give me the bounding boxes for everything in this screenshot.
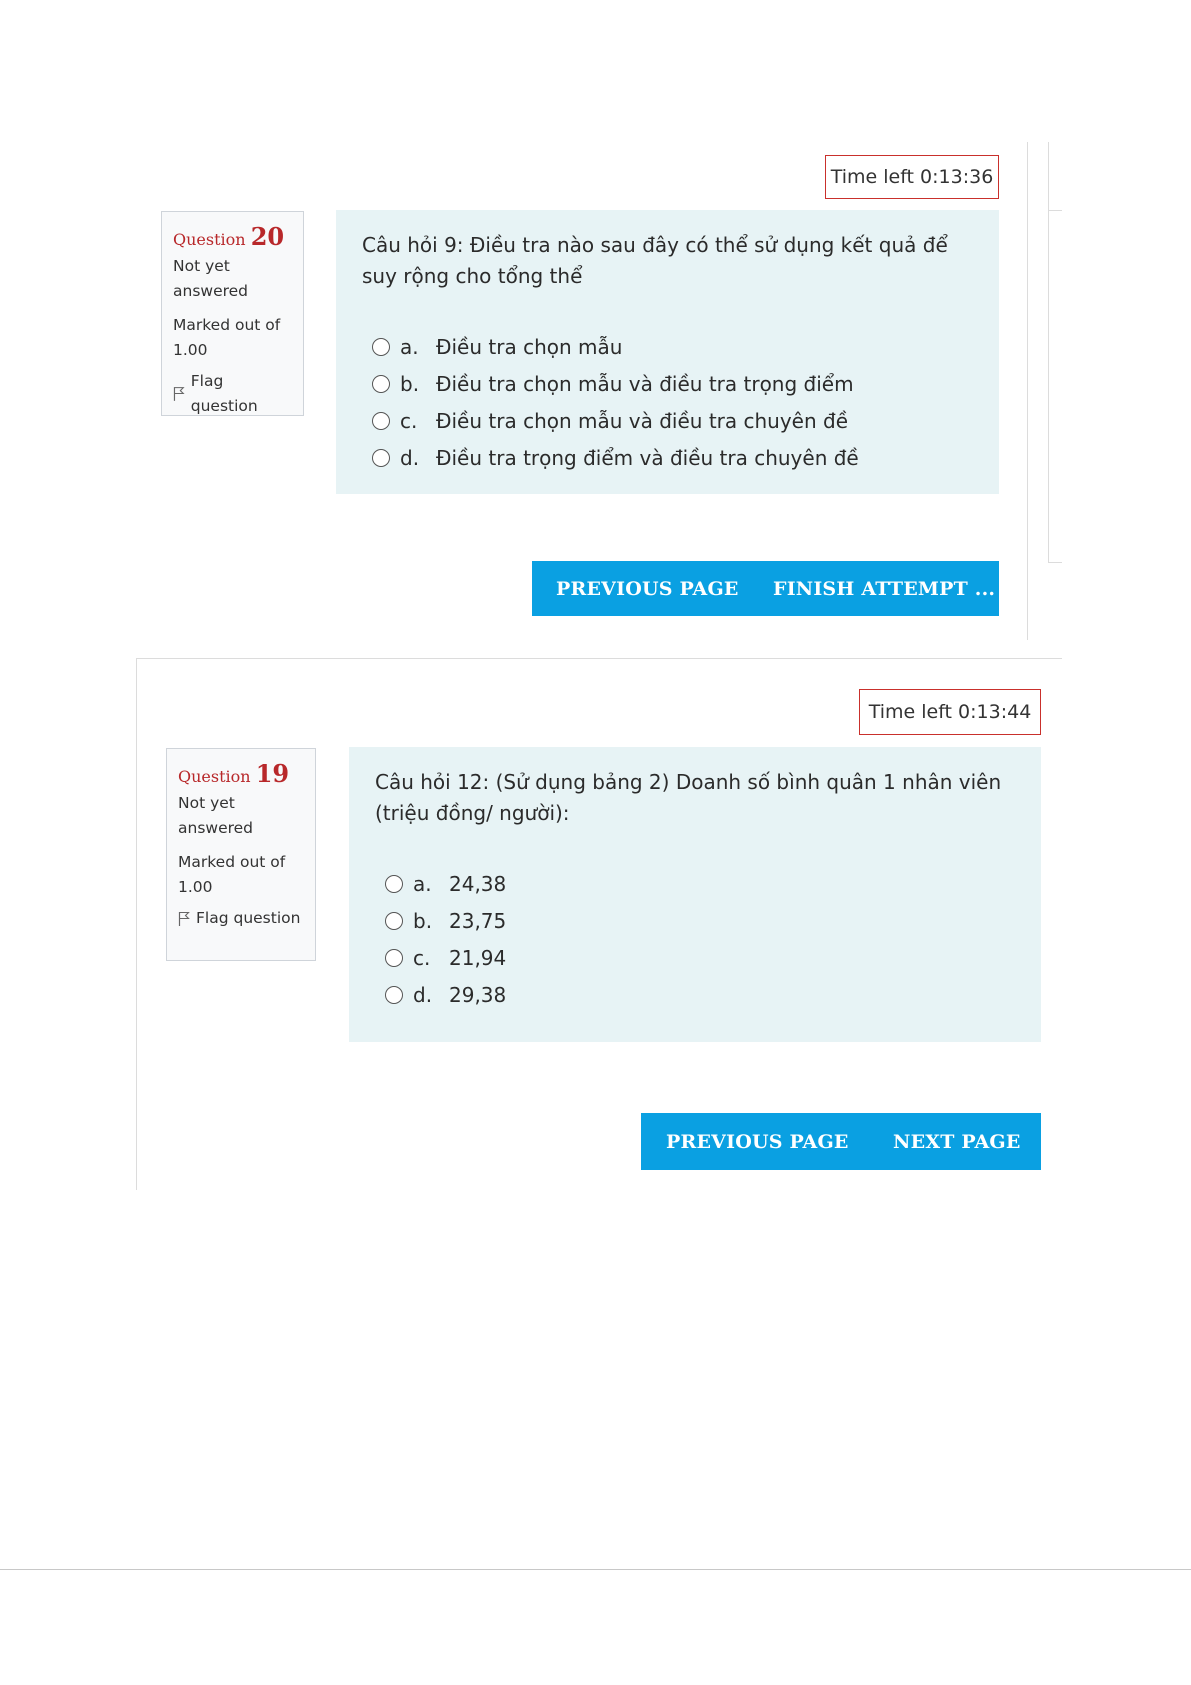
answer-option-c[interactable] [362, 402, 973, 439]
radio-button[interactable] [372, 412, 390, 430]
flag-question-label: Flag question [196, 909, 301, 927]
radio-button[interactable] [385, 875, 403, 893]
next-page-button[interactable]: NEXT PAGE [893, 1130, 1021, 1153]
answer-text: 23,75 [449, 908, 507, 933]
question-grade: Marked out of 1.00 [178, 853, 286, 896]
flag-question-link[interactable] [173, 369, 293, 419]
answer-text: 29,38 [449, 982, 507, 1007]
question-content [349, 747, 1041, 1042]
flag-question-link[interactable] [178, 906, 305, 931]
radio-button[interactable] [372, 338, 390, 356]
answer-option-d[interactable] [375, 976, 1015, 1013]
answer-option-a[interactable] [362, 328, 973, 365]
panel1-right-border [1027, 142, 1028, 640]
question-number: Question 20 [173, 222, 285, 251]
panel2-top-border [136, 658, 1062, 659]
answer-letter: b. [400, 371, 420, 396]
radio-button[interactable] [385, 949, 403, 967]
answer-letter: a. [400, 334, 419, 359]
time-left-badge: Time left 0:13:36 [825, 155, 999, 199]
answer-text: Điều tra chọn mẫu và điều tra chuyên đề [436, 408, 849, 433]
question-info [161, 211, 304, 416]
previous-page-button[interactable]: PREVIOUS PAGE [666, 1130, 849, 1153]
question-grade: Marked out of 1.00 [173, 316, 281, 359]
radio-button[interactable] [385, 912, 403, 930]
answer-text: 24,38 [449, 871, 507, 896]
flag-icon [173, 386, 185, 402]
flag-question-label: Flag question [190, 372, 258, 415]
answer-option-a[interactable] [375, 865, 1015, 902]
navigation-buttons [532, 561, 999, 616]
question-state: Not yet answered [178, 794, 254, 837]
question-text: Câu hỏi 9: Điều tra nào sau đây có thể sử dụng kết quả để suy rộng cho tổng thể [362, 233, 948, 288]
question-content [336, 210, 999, 494]
question-text: Câu hỏi 12: (Sử dụng bảng 2) Doanh số bình quân 1 nhân viên (triệu đồng/ người): [375, 770, 1002, 825]
answer-option-b[interactable] [362, 365, 973, 402]
answer-option-c[interactable] [375, 939, 1015, 976]
answer-letter: d. [413, 982, 433, 1007]
answer-text: 21,94 [449, 945, 507, 970]
radio-button[interactable] [385, 986, 403, 1004]
answer-list [375, 865, 1015, 1013]
answer-text: Điều tra chọn mẫu [436, 334, 623, 359]
radio-button[interactable] [372, 449, 390, 467]
sidebar-bottom-border [1048, 562, 1062, 563]
answer-option-d[interactable] [362, 439, 973, 476]
sidebar-left-border [1048, 142, 1049, 562]
answer-letter: d. [400, 445, 420, 470]
question-number: Question 19 [178, 759, 290, 788]
answer-text: Điều tra trọng điểm và điều tra chuyên đề [436, 445, 859, 470]
page-bottom-divider [0, 1569, 1191, 1570]
question-state: Not yet answered [173, 257, 249, 300]
sidebar-top-border [1048, 210, 1062, 211]
answer-letter: a. [413, 871, 432, 896]
answer-text: Điều tra chọn mẫu và điều tra trọng điểm [436, 371, 854, 396]
answer-letter: c. [400, 408, 418, 433]
navigation-buttons [641, 1113, 1041, 1170]
radio-button[interactable] [372, 375, 390, 393]
answer-letter: c. [413, 945, 431, 970]
previous-page-button[interactable]: PREVIOUS PAGE [556, 577, 739, 600]
flag-icon [178, 911, 190, 927]
answer-option-b[interactable] [375, 902, 1015, 939]
answer-list [362, 328, 973, 476]
question-info [166, 748, 316, 961]
answer-letter: b. [413, 908, 433, 933]
panel2-left-border [136, 658, 137, 1190]
finish-attempt-button[interactable]: FINISH ATTEMPT ... [773, 577, 996, 600]
time-left-badge: Time left 0:13:44 [859, 689, 1041, 735]
